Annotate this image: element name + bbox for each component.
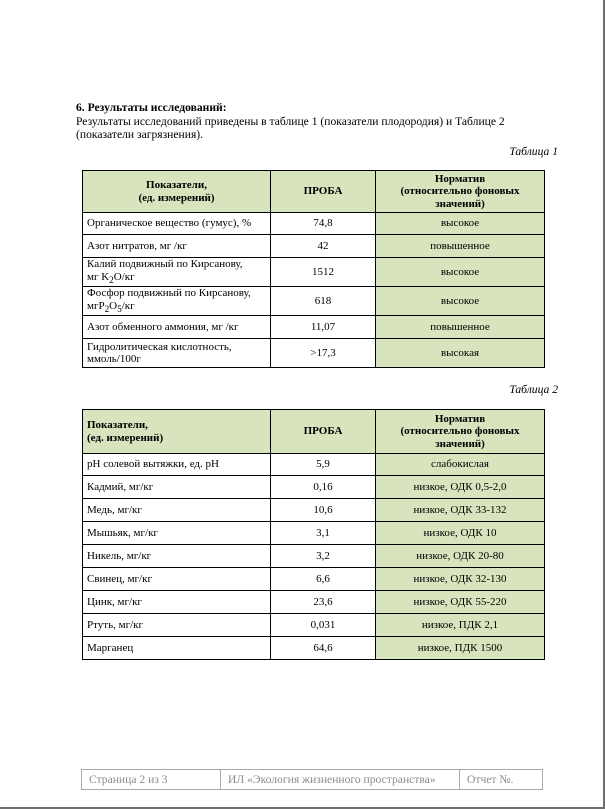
table-row [83,476,545,499]
row-name: Кадмий, мг/кг [83,476,271,499]
row-name: Марганец [83,637,271,660]
row-name: Мышьяк, мг/кг [83,522,271,545]
row-value: 23,6 [271,591,376,614]
row-value: 42 [271,235,376,258]
row-norm: повышенное [376,235,545,258]
table-row [83,213,545,235]
table-header-row [83,171,545,213]
table-header-row [83,410,545,454]
row-name-subscript: 2 [109,274,114,285]
table-row [83,454,545,476]
row-norm: низкое, ОДК 55-220 [376,591,545,614]
results-section [76,101,561,142]
row-value: 10,6 [271,499,376,522]
table-row [83,287,545,316]
header-sample: ПРОБА [271,410,376,454]
row-norm: высокая [376,339,545,368]
row-name [83,258,271,287]
row-name: Азот обменного аммония, мг /кг [83,316,271,339]
row-value: >17,3 [271,339,376,368]
row-name: Цинк, мг/кг [83,591,271,614]
row-value: 3,1 [271,522,376,545]
row-norm: низкое, ОДК 32-130 [376,568,545,591]
table-row [83,545,545,568]
row-name-line2: ммоль/100г [87,353,141,366]
header-indicator [83,410,271,454]
table1-caption: Таблица 1 [509,145,558,158]
header-norm-line3: значений) [435,437,485,450]
header-indicator-line2: (ед. измерений) [138,191,215,204]
row-norm: низкое, ОДК 0,5-2,0 [376,476,545,499]
row-value: 64,6 [271,637,376,660]
row-name-line1: Гидролитическая кислотность, [87,340,232,353]
row-norm: высокое [376,213,545,235]
row-name-line2: мг K [87,270,110,283]
row-name: pH солевой вытяжки, ед. pH [83,454,271,476]
row-name-subscript: 2 [104,303,110,314]
footer-page-number: Страница 2 из 3 [82,770,221,790]
header-norm-line1: Норматив [434,412,486,425]
row-norm: повышенное [376,316,545,339]
row-norm: низкое, ОДК 10 [376,522,545,545]
row-name: Органическое вещество (гумус), % [83,213,271,235]
table-row [83,235,545,258]
header-indicator-line2: (ед. измерений) [87,431,164,444]
footer-report-number: Отчет №. [460,770,543,790]
row-value: 11,07 [271,316,376,339]
row-name [83,339,271,368]
row-value: 0,16 [271,476,376,499]
row-norm: низкое, ПДК 1500 [376,637,545,660]
row-norm: низкое, ОДК 20-80 [376,545,545,568]
row-value: 618 [271,287,376,316]
table2-contamination [82,409,545,660]
table2-caption: Таблица 2 [509,383,558,396]
header-indicator-line1: Показатели, [87,419,148,431]
row-name: Свинец, мг/кг [83,568,271,591]
section-intro: Результаты исследований приведены в таблице 1 (показатели плодородия) и Таблице 2 (показатели загрязнения). [76,114,505,141]
section-title: 6. Результаты исследований: [76,101,227,114]
page-footer [81,769,543,790]
header-norm-line2: (относительно фоновых [400,425,520,438]
header-sample: ПРОБА [271,171,376,213]
table-row [83,568,545,591]
row-name-line1: Фосфор подвижный по Кирсанову, [87,287,251,300]
row-value: 0,031 [271,614,376,637]
footer-organization: ИЛ «Экология жизненного пространства» [221,770,460,790]
header-indicator [83,171,271,213]
table-row [83,499,545,522]
header-norm-line1: Норматив [434,172,486,185]
row-norm: низкое, ОДК 33-132 [376,499,545,522]
row-name: Никель, мг/кг [83,545,271,568]
row-norm: высокое [376,258,545,287]
row-value: 74,8 [271,213,376,235]
row-value: 5,9 [271,454,376,476]
row-name: Азот нитратов, мг /кг [83,235,271,258]
table-row [83,258,545,287]
table-row [83,637,545,660]
table1-fertility [82,170,545,368]
row-name: Ртуть, мг/кг [83,614,271,637]
header-norm-line2: (относительно фоновых [400,185,520,198]
table-row [83,339,545,368]
row-norm: низкое, ПДК 2,1 [376,614,545,637]
header-indicator-line1: Показатели, [146,179,207,191]
table-row [83,522,545,545]
row-name-subscript: 5 [117,303,122,314]
table-row [83,614,545,637]
row-norm: высокое [376,287,545,316]
row-name-line2-end: O/кг [113,270,135,283]
row-name-line1: Калий подвижный по Кирсанову, [87,258,243,270]
row-name-line2-mid: O [109,299,118,312]
table-row [83,591,545,614]
row-name [83,287,271,316]
row-value: 6,6 [271,568,376,591]
header-norm [376,410,545,454]
row-name: Медь, мг/кг [83,499,271,522]
row-name-line2-end: /кг [121,299,135,312]
row-value: 1512 [271,258,376,287]
header-norm-line3: значений) [435,197,485,210]
row-norm: слабокислая [376,454,545,476]
table-row [83,316,545,339]
header-norm [376,171,545,213]
row-name-line2: мгP [87,299,105,312]
row-value: 3,2 [271,545,376,568]
